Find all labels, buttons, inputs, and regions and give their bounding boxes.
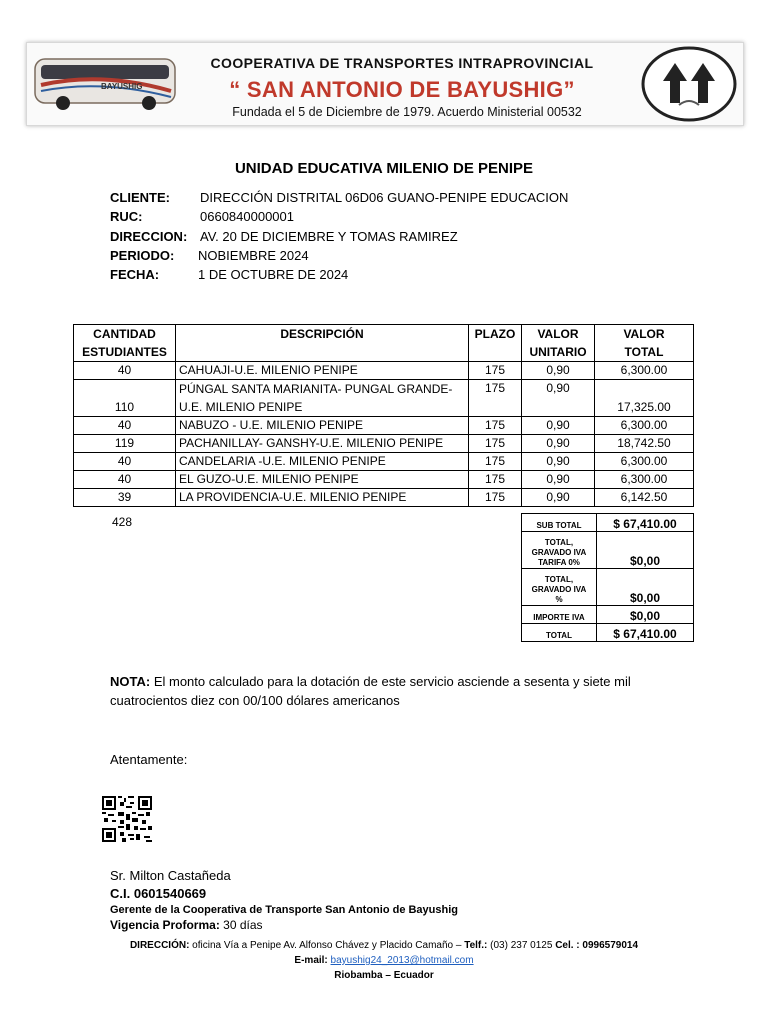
cell-plazo: 175	[469, 362, 522, 380]
ruc-label: RUC:	[110, 209, 143, 224]
table-row	[74, 489, 694, 507]
validity-value: 30 días	[219, 918, 263, 932]
cell-unitario: 0,90	[522, 435, 595, 453]
address-label: DIRECCION:	[110, 229, 188, 244]
header-unitario: VALOR UNITARIO	[522, 325, 595, 362]
table-row	[74, 435, 694, 453]
iva-label: TOTAL, GRAVADO IVA %	[522, 569, 597, 606]
note-label: NOTA:	[110, 674, 151, 689]
cell-descripcion: CANDELARIA -U.E. MILENIO PENIPE	[176, 453, 469, 471]
table-header-row	[74, 325, 694, 362]
date-label: FECHA:	[110, 267, 160, 282]
cell-descripcion: LA PROVIDENCIA-U.E. MILENIO PENIPE	[176, 489, 469, 507]
total-row	[522, 624, 694, 642]
signer-name: Sr. Milton Castañeda	[110, 868, 231, 883]
iva-value: $0,00	[597, 569, 694, 606]
header-cantidad: CANTIDAD ESTUDIANTES	[74, 325, 176, 362]
cell-cantidad: 40	[74, 471, 176, 489]
qr-code	[102, 796, 152, 842]
cell-unitario: 0,90	[522, 417, 595, 435]
header-total: VALOR TOTAL	[595, 325, 694, 362]
cooperative-type: COOPERATIVA DE TRANSPORTES INTRAPROVINCIAL	[210, 55, 594, 71]
note-text: El monto calculado para la dotación de este servicio asciende a sesenta y siete mil cuatrocientos diez con 00/100 dólares americanos	[110, 674, 631, 708]
table-row	[74, 453, 694, 471]
importe-value: $0,00	[597, 606, 694, 624]
importe-row	[522, 606, 694, 624]
cooperative-founded: Fundada el 5 de Diciembre de 1979. Acuerdo Ministerial 00532	[232, 105, 582, 119]
header-plazo: PLAZO	[469, 325, 522, 362]
totals-table	[521, 513, 694, 642]
table-row	[74, 417, 694, 435]
cell-cantidad: 119	[74, 435, 176, 453]
client-label: CLIENTE:	[110, 190, 170, 205]
address-value: AV. 20 DE DICIEMBRE Y TOMAS RAMIREZ	[200, 229, 458, 244]
cell-descripcion: CAHUAJI-U.E. MILENIO PENIPE	[176, 362, 469, 380]
cooperative-name: “ SAN ANTONIO DE BAYUSHIG”	[229, 77, 575, 102]
cell-total: 6,300.00	[595, 362, 694, 380]
subtotal-label: SUB TOTAL	[522, 514, 597, 532]
cell-unitario: 0,90	[522, 471, 595, 489]
arrows-logo-icon	[639, 45, 739, 123]
cell-descripcion: NABUZO - U.E. MILENIO PENIPE	[176, 417, 469, 435]
total-label: TOTAL	[522, 624, 597, 642]
subtotal-row	[522, 514, 694, 532]
subtotal-value: $ 67,410.00	[597, 514, 694, 532]
cell-unitario: 0,90	[522, 380, 595, 417]
document-title: UNIDAD EDUCATIVA MILENIO DE PENIPE	[234, 160, 534, 177]
ruc-value: 0660840000001	[200, 209, 294, 224]
items-table	[73, 324, 694, 507]
cell-total: 17,325.00	[595, 380, 694, 417]
period-value: NOBIEMBRE 2024	[198, 248, 309, 263]
cell-total: 6,300.00	[595, 417, 694, 435]
header-descripcion: DESCRIPCIÓN	[176, 325, 469, 362]
total-students: 428	[112, 515, 133, 529]
cell-unitario: 0,90	[522, 362, 595, 380]
footer-city: Riobamba – Ecuador	[334, 970, 434, 981]
table-row	[74, 471, 694, 489]
period-label: PERIODO:	[110, 248, 175, 263]
cell-cantidad: 40	[74, 417, 176, 435]
table-row	[74, 362, 694, 380]
cell-total: 6,300.00	[595, 471, 694, 489]
date-value: 1 DE OCTUBRE DE 2024	[198, 267, 349, 282]
table-row	[74, 380, 694, 417]
cell-cantidad: 40	[74, 453, 176, 471]
closing: Atentamente:	[110, 752, 188, 767]
importe-label: IMPORTE IVA	[522, 606, 597, 624]
cell-plazo: 175	[469, 417, 522, 435]
cell-unitario: 0,90	[522, 453, 595, 471]
cell-plazo: 175	[469, 489, 522, 507]
cell-plazo: 175	[469, 453, 522, 471]
header-banner	[26, 42, 744, 126]
cell-cantidad: 40	[74, 362, 176, 380]
total-value: $ 67,410.00	[597, 624, 694, 642]
iva-row	[522, 569, 694, 606]
signer-ci: C.I. 0601540669	[110, 886, 207, 901]
cell-total: 18,742.50	[595, 435, 694, 453]
iva0-label: TOTAL, GRAVADO IVA TARIFA 0%	[522, 532, 597, 569]
iva0-value: $0,00	[597, 532, 694, 569]
cell-unitario: 0,90	[522, 489, 595, 507]
cell-cantidad: 39	[74, 489, 176, 507]
cell-cantidad: 110	[74, 380, 176, 417]
footer-address-line: DIRECCIÓN: oficina Vía a Penipe Av. Alfonso Chávez y Placido Camaño – Telf.: (03) 237 0125 Cel. : 0996579014	[129, 940, 639, 951]
cell-plazo: 175	[469, 471, 522, 489]
svg-text:BAYUSHIG: BAYUSHIG	[101, 82, 143, 91]
cell-total: 6,300.00	[595, 453, 694, 471]
footer	[0, 938, 768, 983]
iva0-row	[522, 532, 694, 569]
email-link[interactable]: bayushig24_2013@hotmail.com	[330, 955, 474, 966]
signer-role: Gerente de la Cooperativa de Transporte San Antonio de Bayushig	[110, 904, 458, 916]
bus-image	[31, 51, 183, 113]
cell-descripcion: PACHANILLAY- GANSHY-U.E. MILENIO PENIPE	[176, 435, 469, 453]
validity-label: Vigencia Proforma:	[110, 918, 220, 932]
cell-descripcion: EL GUZO-U.E. MILENIO PENIPE	[176, 471, 469, 489]
client-value: DIRECCIÓN DISTRITAL 06D06 GUANO-PENIPE EDUCACION	[200, 190, 569, 205]
cell-total: 6,142.50	[595, 489, 694, 507]
cell-plazo: 175	[469, 435, 522, 453]
footer-email-line: E-mail: bayushig24_2013@hotmail.com	[294, 955, 474, 966]
cell-descripcion: PÚNGAL SANTA MARIANITA- PUNGAL GRANDE- U.E. MILENIO PENIPE	[176, 380, 469, 417]
proforma-validity	[110, 918, 263, 932]
cell-plazo: 175	[469, 380, 522, 417]
note	[110, 672, 670, 710]
